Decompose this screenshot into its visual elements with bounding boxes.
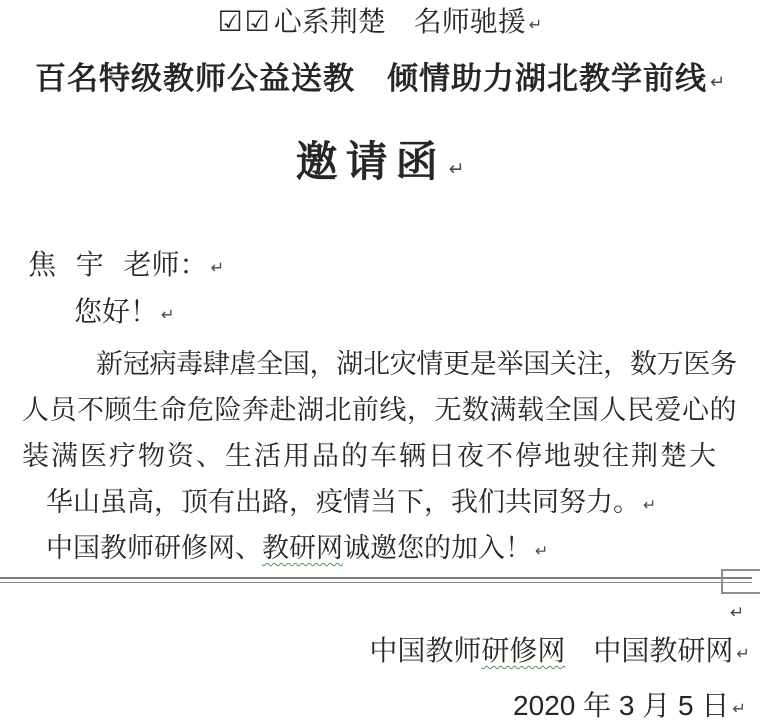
tagline-line xyxy=(0,6,760,37)
signature-org-second: 中国教研网 xyxy=(593,635,734,666)
greeting-text: 您好！ xyxy=(74,296,159,327)
spellcheck-flagged-text: 教研网 xyxy=(262,533,343,563)
separator-end-handle xyxy=(721,569,760,594)
body-text: 装满医疗物资、生活用品的车辆日夜不停地驶往荆楚大 xyxy=(22,441,718,471)
body-text: 人员不顾生命危险奔赴湖北前线，无数满载全国人民爱心的 xyxy=(22,395,737,425)
checked-checkbox-icon: ☑☑ xyxy=(217,6,272,37)
signature-org-first: 中国教师 xyxy=(369,635,482,666)
paragraph-mark-icon: ↵ xyxy=(528,15,543,34)
tagline-text: 心系荆楚 名师驰援 xyxy=(273,6,526,37)
paragraph-mark-icon: ↵ xyxy=(732,699,746,718)
subtitle-line xyxy=(0,62,760,97)
document-title xyxy=(0,138,760,185)
subtitle-text: 百名特级教师公益送教 倾情助力湖北教学前线 xyxy=(34,61,707,96)
paragraph-mark-icon: ↵ xyxy=(709,72,726,93)
body-paragraph1-line3 xyxy=(22,441,718,471)
body-text: 华山虽高，顶有出路，疫情当下，我们共同努力。 xyxy=(46,487,640,517)
greeting-line xyxy=(74,296,175,327)
paragraph-mark-icon: ↵ xyxy=(535,541,549,560)
body-paragraph1-line2 xyxy=(22,395,737,425)
salutation-text: 焦 宇 老师： xyxy=(28,249,208,280)
paragraph-mark-icon: ↵ xyxy=(736,644,750,663)
paragraph-mark-icon: ↵ xyxy=(730,603,745,623)
date-text: 2020 年 3 月 5 日 xyxy=(513,690,730,721)
paragraph-mark-icon: ↵ xyxy=(643,495,657,514)
spellcheck-flagged-text: 研修网 xyxy=(481,635,566,666)
paragraph-mark-icon: ↵ xyxy=(161,305,175,324)
page-separator-double-line xyxy=(0,577,752,583)
body-text: 诚邀您的加入！ xyxy=(343,533,532,563)
body-paragraph2-line xyxy=(46,487,656,517)
body-text: 新冠病毒肆虐全国，湖北灾情更是举国关注，数万医务 xyxy=(96,349,737,379)
date-line xyxy=(513,690,746,721)
salutation-line xyxy=(28,249,224,280)
document-title-text: 邀请函 xyxy=(295,138,446,185)
paragraph-mark-icon: ↵ xyxy=(210,258,225,277)
body-text: 中国教师研修网、 xyxy=(46,533,262,563)
signature-line xyxy=(369,635,750,666)
body-paragraph3-line xyxy=(46,533,548,563)
body-paragraph1-line1 xyxy=(96,349,737,379)
paragraph-mark-icon: ↵ xyxy=(448,158,465,180)
signature-separator xyxy=(565,635,593,666)
